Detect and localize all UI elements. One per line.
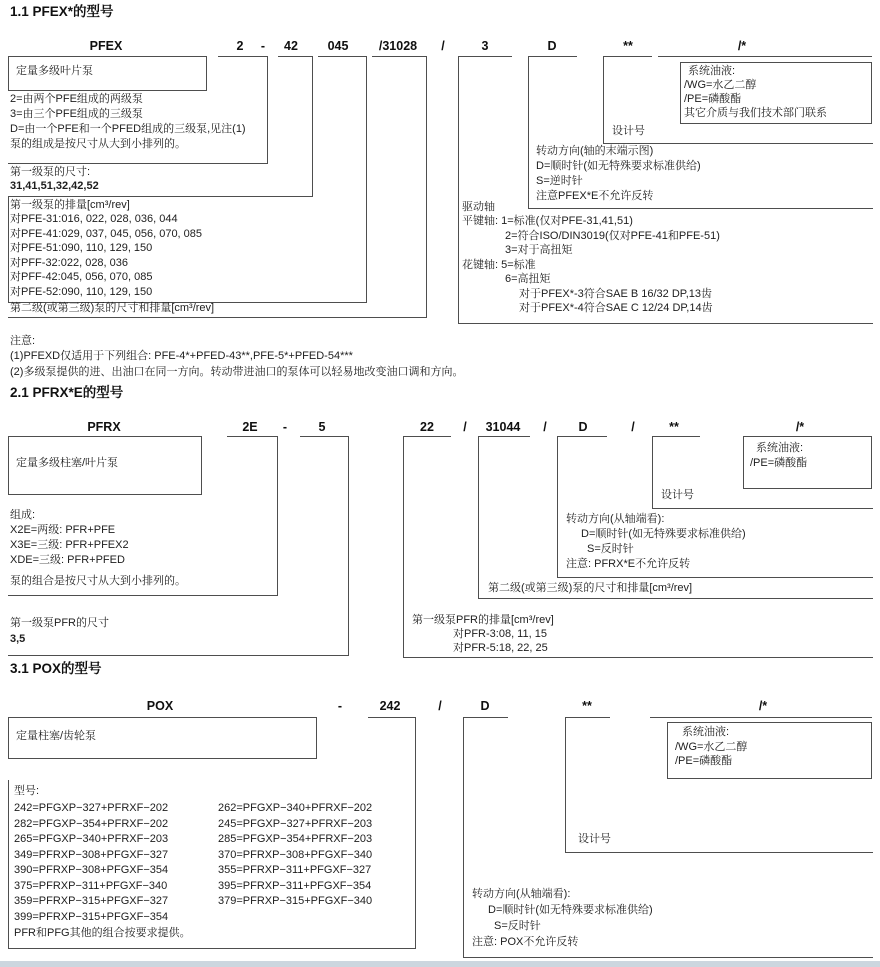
s1-design-label: 设计号 bbox=[612, 125, 645, 137]
s2-size-label: 第一级泵PFR的尺寸 bbox=[10, 617, 109, 629]
s1-fluid-line: 系统油液: bbox=[688, 65, 736, 77]
s3-pump-type-label: 定量柱塞/齿轮泵 bbox=[16, 730, 97, 742]
s1-shaft-line: 6=高扭矩 bbox=[505, 273, 551, 285]
s2-design-label: 设计号 bbox=[661, 489, 694, 501]
section2-title: 2.1 PFRX*E的型号 bbox=[10, 385, 124, 400]
s1-shaft-line: 对于PFEX*-3符合SAE B 16/32 DP,13齿 bbox=[519, 287, 712, 300]
s3-model-item: 379=PFRXP−315+PFGXF−340 bbox=[218, 895, 373, 907]
s3-code-dash: - bbox=[337, 699, 343, 713]
s3-fluid-line: /PE=磷酸酯 bbox=[675, 755, 733, 767]
s1-code-shaft: 3 bbox=[481, 39, 489, 53]
s1-code-fluid: /* bbox=[737, 39, 747, 53]
s1-code-rotation: D bbox=[547, 39, 557, 53]
section3-title: 3.1 POX的型号 bbox=[10, 661, 102, 676]
s2-code-slash2: / bbox=[543, 420, 547, 434]
s2-code-second: 31044 bbox=[485, 420, 521, 434]
s1-fluid-line: /WG=水乙二醇 bbox=[684, 79, 757, 91]
s1-shaft-line: 2=符合ISO/DIN3019(仅对PFE-41和PFE-51) bbox=[505, 229, 720, 242]
s2-disp-line: 对PFR-5:18, 22, 25 bbox=[453, 642, 548, 654]
s3-model-item: 355=PFRXP−311+PFGXF−327 bbox=[218, 864, 372, 876]
s2-disp-label: 第一级泵PFR的排量[cm³/rev] bbox=[412, 614, 554, 626]
s1-size-values: 31,41,51,32,42,52 bbox=[10, 180, 99, 192]
s2-second-stage-label: 第二级(或第三级)泵的尺寸和排量[cm³/rev] bbox=[488, 582, 693, 594]
s2-compose-line: X2E=两级: PFR+PFE bbox=[10, 524, 116, 536]
s1-code-slash: / bbox=[441, 39, 445, 53]
s1-code-size: 42 bbox=[284, 39, 298, 53]
s2-code-slash3: / bbox=[631, 420, 635, 434]
s1-note-line: 注意: bbox=[10, 335, 36, 347]
s2-code-design: ** bbox=[669, 420, 679, 434]
s1-shaft-line: 对于PFEX*-4符合SAE C 12/24 DP,14齿 bbox=[519, 302, 713, 314]
s3-rotation-line: 注意: POX不允许反转 bbox=[472, 936, 579, 948]
connector-line bbox=[8, 780, 9, 948]
s2-code-compose: 2E bbox=[242, 420, 258, 434]
s3-model-item: 349=PFRXP−308+PFGXF−327 bbox=[14, 848, 169, 861]
s1-size-label: 第一级泵的尺寸: bbox=[10, 166, 91, 178]
s3-fluid-line: 系统油液: bbox=[682, 726, 730, 738]
page-bottom-strip bbox=[0, 961, 880, 967]
s3-model-item: 282=PFGXP−354+PFRXF−202 bbox=[14, 817, 169, 830]
s1-rotation-line: 注意PFEX*E不允许反转 bbox=[536, 190, 654, 202]
s2-code-rotation: D bbox=[578, 420, 588, 434]
s3-design-label: 设计号 bbox=[578, 833, 611, 845]
s2-compose-label: 组成: bbox=[10, 509, 36, 521]
s1-disp-line: 对PFE-31:016, 022, 028, 036, 044 bbox=[10, 213, 178, 225]
s1-stage-line: 3=由三个PFE组成的三级泵 bbox=[10, 108, 143, 120]
s2-code-dash: - bbox=[282, 420, 288, 434]
s2-compose-line: XDE=三级: PFR+PFED bbox=[10, 554, 125, 566]
s3-models-label: 型号: bbox=[14, 785, 40, 797]
s2-size-values: 3,5 bbox=[10, 633, 26, 645]
s1-stage-line: D=由一个PFE和一个PFED组成的三级泵,见注(1) bbox=[10, 123, 246, 135]
s1-fluid-line: /PE=磷酸酯 bbox=[684, 93, 742, 105]
s3-model-item: 375=PFRXP−311+PFGXF−340 bbox=[14, 879, 168, 892]
s2-rotation-line: 注意: PFRX*E不允许反转 bbox=[566, 558, 691, 570]
s3-model-item: 370=PFRXP−308+PFGXF−340 bbox=[218, 848, 373, 861]
s1-second-stage-label: 第二级(或第三级)泵的尺寸和排量[cm³/rev] bbox=[10, 302, 215, 314]
section1-title: 1.1 PFEX*的型号 bbox=[10, 4, 114, 19]
s1-code-second: /31028 bbox=[378, 39, 418, 53]
s1-note-line: (1)PFEXD仅适用于下列组合: PFE-4*+PFED-43**,PFE-5*+PFED-54*** bbox=[10, 350, 353, 362]
s1-disp-line: 对PFE-51:090, 110, 129, 150 bbox=[10, 242, 153, 254]
s2-code-slash1: / bbox=[463, 420, 467, 434]
s3-model-item: 245=PFGXP−327+PFRXF−203 bbox=[218, 817, 373, 830]
s1-code-disp: 045 bbox=[327, 39, 349, 53]
s2-disp-line: 对PFR-3:08, 11, 15 bbox=[453, 628, 547, 640]
s3-code-slash: / bbox=[438, 699, 442, 713]
s1-shaft-line: 花键轴: 5=标准 bbox=[462, 258, 536, 271]
s2-fluid-line: /PE=磷酸酯 bbox=[750, 457, 808, 469]
s3-code-rotation: D bbox=[480, 699, 490, 713]
s1-shaft-line: 3=对于高扭矩 bbox=[505, 244, 573, 256]
s3-model-item: 359=PFRXP−315+PFGXF−327 bbox=[14, 895, 169, 907]
s1-note-line: (2)多级泵提供的进、出油口在同一方向。转动带进油口的泵体可以轻易地改变油口调和方向。 bbox=[10, 366, 464, 378]
s1-code-pfex: PFEX bbox=[89, 39, 123, 53]
s3-model-item: 399=PFRXP−315+PFGXF−354 bbox=[14, 910, 169, 923]
s1-stage-line: 2=由两个PFE组成的两级泵 bbox=[10, 93, 143, 105]
s3-model-item: 390=PFRXP−308+PFGXF−354 bbox=[14, 864, 169, 876]
s2-code-pfrx: PFRX bbox=[87, 420, 121, 434]
s2-rotation-line: S=反时针 bbox=[587, 543, 634, 555]
s1-shaft-title: 驱动轴 bbox=[462, 201, 495, 213]
s2-code-disp: 22 bbox=[420, 420, 434, 434]
s1-rotation-line: S=逆时针 bbox=[536, 175, 583, 187]
s2-compose-line: X3E=三级: PFR+PFEX2 bbox=[10, 539, 129, 551]
s2-code-size: 5 bbox=[318, 420, 326, 434]
s3-model-item: 242=PFGXP−327+PFRXF−202 bbox=[14, 802, 169, 814]
s3-fluid-line: /WG=水乙二醇 bbox=[675, 741, 748, 753]
s1-code-dash: - bbox=[260, 39, 266, 53]
s3-models-note: PFR和PFG其他的组合按要求提供。 bbox=[14, 927, 191, 939]
s3-code-fluid: /* bbox=[758, 699, 768, 713]
s1-stage-line: 泵的组成是按尺寸从大到小排列的。 bbox=[10, 138, 186, 150]
s1-disp-line: 对PFF-42:045, 056, 070, 085 bbox=[10, 271, 153, 283]
s2-order-note: 泵的组合是按尺寸从大到小排列的。 bbox=[10, 575, 186, 587]
s1-code-design: ** bbox=[623, 39, 633, 53]
s1-disp-line: 对PFE-52:090, 110, 129, 150 bbox=[10, 285, 153, 298]
s1-shaft-line: 平键轴: 1=标准(仅对PFE-31,41,51) bbox=[462, 215, 633, 227]
s3-rotation-line: 转动方向(从轴端看): bbox=[472, 888, 571, 900]
s3-model-item: 285=PFGXP−354+PFRXF−203 bbox=[218, 833, 373, 845]
s1-fluid-line: 其它介质与我们技术部门联系 bbox=[684, 107, 827, 119]
s1-code-stages: 2 bbox=[236, 39, 244, 53]
s2-pump-type-label: 定量多级柱塞/叶片泵 bbox=[16, 457, 119, 469]
s1-pump-type-label: 定量多级叶片泵 bbox=[16, 65, 93, 77]
s3-rotation-line: S=反时针 bbox=[494, 920, 541, 932]
s3-model-item: 395=PFRXP−311+PFGXF−354 bbox=[218, 879, 372, 892]
s1-rotation-line: D=顺时针(如无特殊要求标准供给) bbox=[536, 160, 701, 172]
s3-model-item: 265=PFGXP−340+PFRXF−203 bbox=[14, 833, 169, 845]
s2-rotation-line: 转动方向(从轴端看): bbox=[566, 513, 665, 525]
s3-code-model: 242 bbox=[379, 699, 401, 713]
s1-disp-line: 对PFF-32:022, 028, 036 bbox=[10, 256, 129, 269]
s3-rotation-line: D=顺时针(如无特殊要求标准供给) bbox=[488, 904, 653, 916]
s1-disp-label: 第一级泵的排量[cm³/rev] bbox=[10, 199, 130, 211]
s2-fluid-line: 系统油液: bbox=[756, 442, 804, 454]
s1-rotation-line: 转动方向(轴的末端示图) bbox=[536, 145, 654, 157]
s3-model-item: 262=PFGXP−340+PFRXF−202 bbox=[218, 802, 373, 814]
s3-code-pox: POX bbox=[146, 699, 174, 713]
s2-rotation-line: D=顺时针(如无特殊要求标准供给) bbox=[581, 528, 746, 540]
s3-code-design: ** bbox=[582, 699, 592, 713]
s2-code-fluid: /* bbox=[795, 420, 805, 434]
s1-disp-line: 对PFE-41:029, 037, 045, 056, 070, 085 bbox=[10, 227, 203, 240]
